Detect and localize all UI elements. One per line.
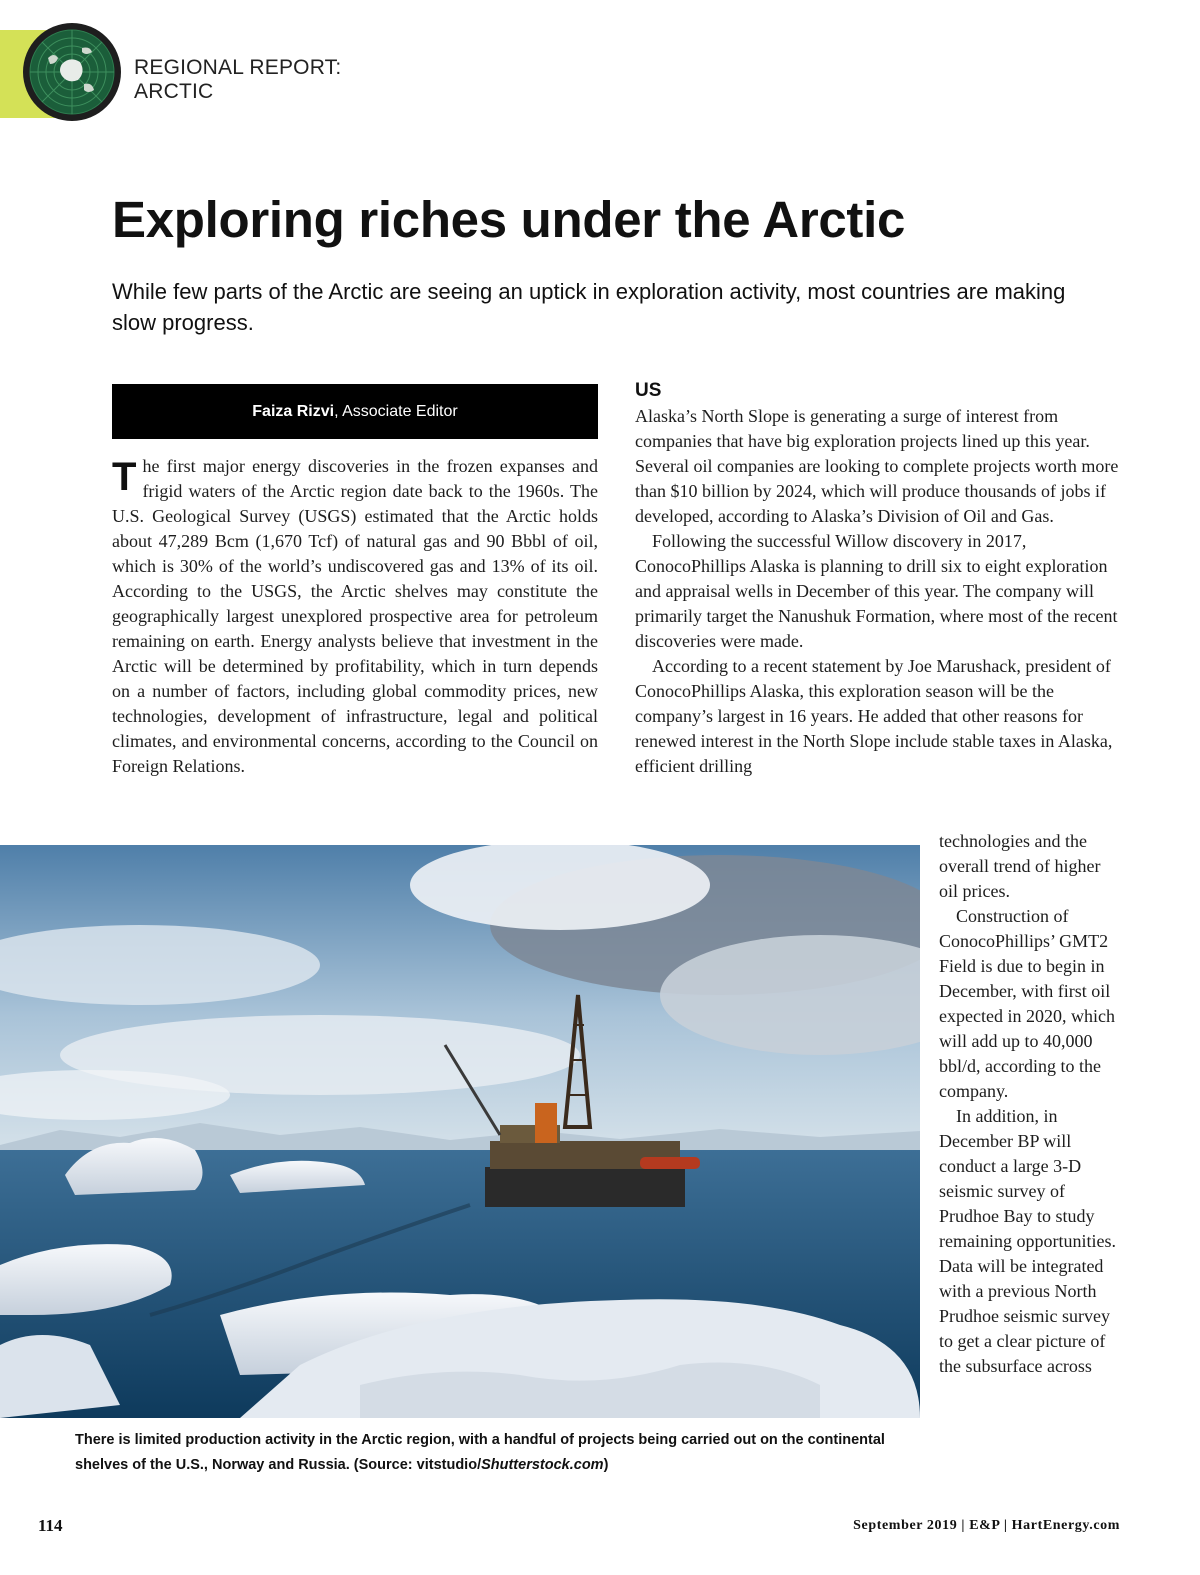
author-name: Faiza Rizvi — [252, 402, 335, 420]
us-paragraph-4: Construction of ConocoPhillips’ GMT2 Field is due to begin in December, with first oil expected in 2020, which will add up to 40,000 bbl/d, according to the company. — [939, 906, 1115, 1101]
page-number: 114 — [38, 1516, 63, 1535]
drop-cap: T — [112, 455, 137, 499]
caption-text: There is limited production activity in the Arctic region, with a handful of projects being carried out on the continental shelves of the U.S., Norway and Russia. (Source: vitstudio/ — [75, 1432, 885, 1473]
right-column — [635, 404, 1121, 779]
section-heading-us: US — [635, 380, 662, 401]
headline: Exploring riches under the Arctic — [112, 191, 906, 248]
section-label-line1: REGIONAL REPORT: — [134, 56, 342, 79]
photo-caption — [75, 1428, 905, 1478]
arctic-oil-platform-photo — [0, 845, 920, 1418]
caption-close: ) — [603, 1457, 609, 1473]
byline-bar — [112, 384, 598, 439]
us-paragraph-1: Alaska’s North Slope is generating a surge of interest from companies that have big exploration projects lined up this year. Several oil companies are looking to complete projects worth more than $10 billion by 2024, which will produce thousands of jobs if developed, according to Alaska’s Division of Oil and Gas. — [635, 406, 1119, 526]
author-role: , Associate Editor — [334, 402, 458, 420]
narrow-column — [939, 829, 1119, 1379]
us-paragraph-5: In addition, in December BP will conduct a large 3-D seismic survey of Prudhoe Bay to study remaining opportunities. Data will be integrated with a previous North Prudhoe seismic survey to get a clear picture of the subsurface across — [939, 1106, 1116, 1376]
left-column — [112, 454, 598, 779]
caption-credit: Shutterstock.com — [481, 1457, 604, 1473]
us-paragraph-2: Following the successful Willow discovery in 2017, ConocoPhillips Alaska is planning to drill six to eight exploration and appraisal wells in December of this year. The company will primarily target the Nanushuk Formation, where most of the recent discoveries were made. — [635, 531, 1118, 651]
us-paragraph-3-continued: technologies and the overall trend of higher oil prices. — [939, 831, 1101, 901]
footer-publication: September 2019 | E&P | HartEnergy.com — [853, 1518, 1120, 1533]
us-paragraph-3: According to a recent statement by Joe Marushack, president of ConocoPhillips Alaska, this exploration season will be the company’s largest in 16 years. He added that other reasons for renewed interest in the North Slope include stable taxes in Alaska, efficient drilling — [635, 656, 1113, 776]
section-label — [134, 56, 341, 104]
deck: While few parts of the Arctic are seeing an uptick in exploration activity, most countries are making slow progress. — [112, 279, 1066, 335]
section-label-line2: ARCTIC — [134, 80, 214, 103]
arctic-globe-icon — [22, 22, 122, 122]
intro-paragraph: he first major energy discoveries in the frozen expanses and frigid waters of the Arctic region date back to the 1960s. The U.S. Geological Survey (USGS) estimated that the Arctic holds about 47,289 Bcm (1,670 Tcf) of natural gas and 90 Bbbl of oil, which is 30% of the world’s undiscovered gas and 13% of its oil. According to the USGS, the Arctic shelves may constitute the geographically largest unexplored prospective area for petroleum remaining on earth. Energy analysts believe that investment in the Arctic will be determined by profitability, which in turn depends on a number of factors, including global commodity prices, new technologies, development of infrastructure, legal and political climates, and environmental concerns, according to the Council on Foreign Relations. — [112, 456, 598, 776]
